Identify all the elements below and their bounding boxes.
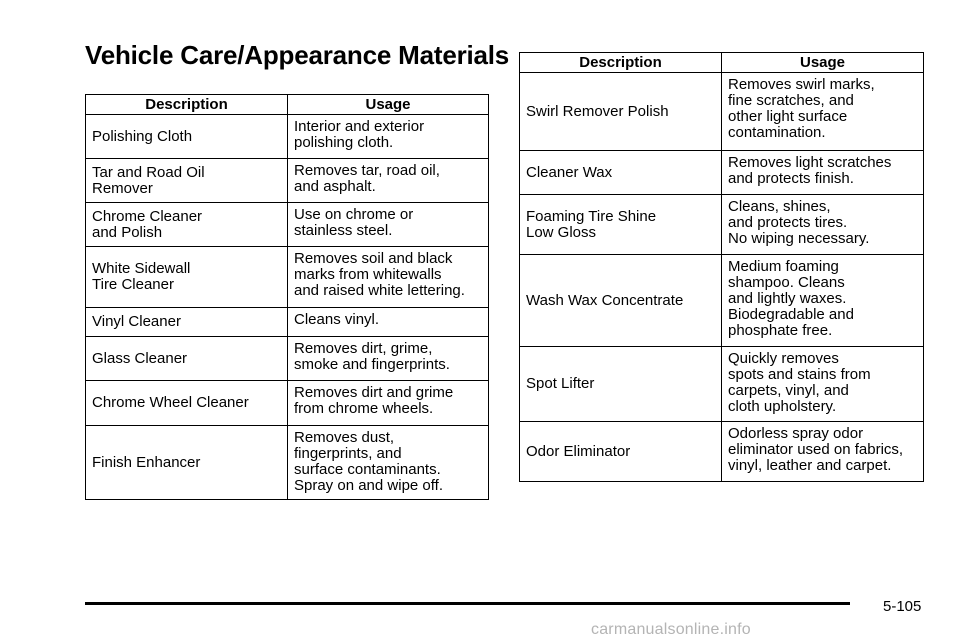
usage-cell: Removes swirl marks, fine scratches, and other light surface contamination. <box>722 73 924 151</box>
description-cell: Polishing Cloth <box>86 115 288 159</box>
description-cell: Swirl Remover Polish <box>520 73 722 151</box>
usage-cell: Removes dirt and grime from chrome wheels. <box>288 381 489 426</box>
table-row <box>86 247 489 308</box>
column-header-usage: Usage <box>722 53 924 73</box>
description-cell: Odor Eliminator <box>520 422 722 482</box>
description-cell: Finish Enhancer <box>86 426 288 500</box>
table-row <box>86 159 489 203</box>
description-cell: Wash Wax Concentrate <box>520 255 722 347</box>
footer-rule <box>85 602 850 605</box>
description-cell: Glass Cleaner <box>86 337 288 381</box>
table-row <box>520 151 924 195</box>
watermark: carmanualsonline.info <box>591 621 751 638</box>
column-header-description: Description <box>86 95 288 115</box>
table-row <box>86 337 489 381</box>
table-row <box>86 308 489 337</box>
usage-cell: Odorless spray odor eliminator used on fabrics, vinyl, leather and carpet. <box>722 422 924 482</box>
usage-cell: Interior and exterior polishing cloth. <box>288 115 489 159</box>
column-header-description: Description <box>520 53 722 73</box>
table-row <box>520 195 924 255</box>
usage-cell: Removes tar, road oil, and asphalt. <box>288 159 489 203</box>
table-header-row <box>520 53 924 73</box>
usage-cell: Cleans, shines, and protects tires. No wiping necessary. <box>722 195 924 255</box>
description-cell: Foaming Tire Shine Low Gloss <box>520 195 722 255</box>
usage-cell: Quickly removes spots and stains from carpets, vinyl, and cloth upholstery. <box>722 347 924 422</box>
page-title: Vehicle Care/Appearance Materials <box>85 40 510 70</box>
table-header-row <box>86 95 489 115</box>
table-row <box>520 73 924 151</box>
table-row <box>520 347 924 422</box>
table-row <box>86 426 489 500</box>
table-row <box>86 203 489 247</box>
table-row <box>520 422 924 482</box>
usage-cell: Removes dirt, grime, smoke and fingerprints. <box>288 337 489 381</box>
description-cell: White Sidewall Tire Cleaner <box>86 247 288 308</box>
table-row <box>86 381 489 426</box>
description-cell: Cleaner Wax <box>520 151 722 195</box>
column-header-usage: Usage <box>288 95 489 115</box>
usage-cell: Cleans vinyl. <box>288 308 489 337</box>
usage-cell: Removes dust, fingerprints, and surface contaminants. Spray on and wipe off. <box>288 426 489 500</box>
description-cell: Chrome Wheel Cleaner <box>86 381 288 426</box>
materials-table-right <box>519 52 924 482</box>
usage-cell: Use on chrome or stainless steel. <box>288 203 489 247</box>
page-number: 5-105 <box>883 598 922 615</box>
table-row <box>86 115 489 159</box>
description-cell: Vinyl Cleaner <box>86 308 288 337</box>
usage-cell: Medium foaming shampoo. Cleans and lightly waxes. Biodegradable and phosphate free. <box>722 255 924 347</box>
usage-cell: Removes soil and black marks from whitewalls and raised white lettering. <box>288 247 489 308</box>
materials-table-left <box>85 94 489 500</box>
table-row <box>520 255 924 347</box>
description-cell: Spot Lifter <box>520 347 722 422</box>
description-cell: Tar and Road Oil Remover <box>86 159 288 203</box>
usage-cell: Removes light scratches and protects finish. <box>722 151 924 195</box>
description-cell: Chrome Cleaner and Polish <box>86 203 288 247</box>
